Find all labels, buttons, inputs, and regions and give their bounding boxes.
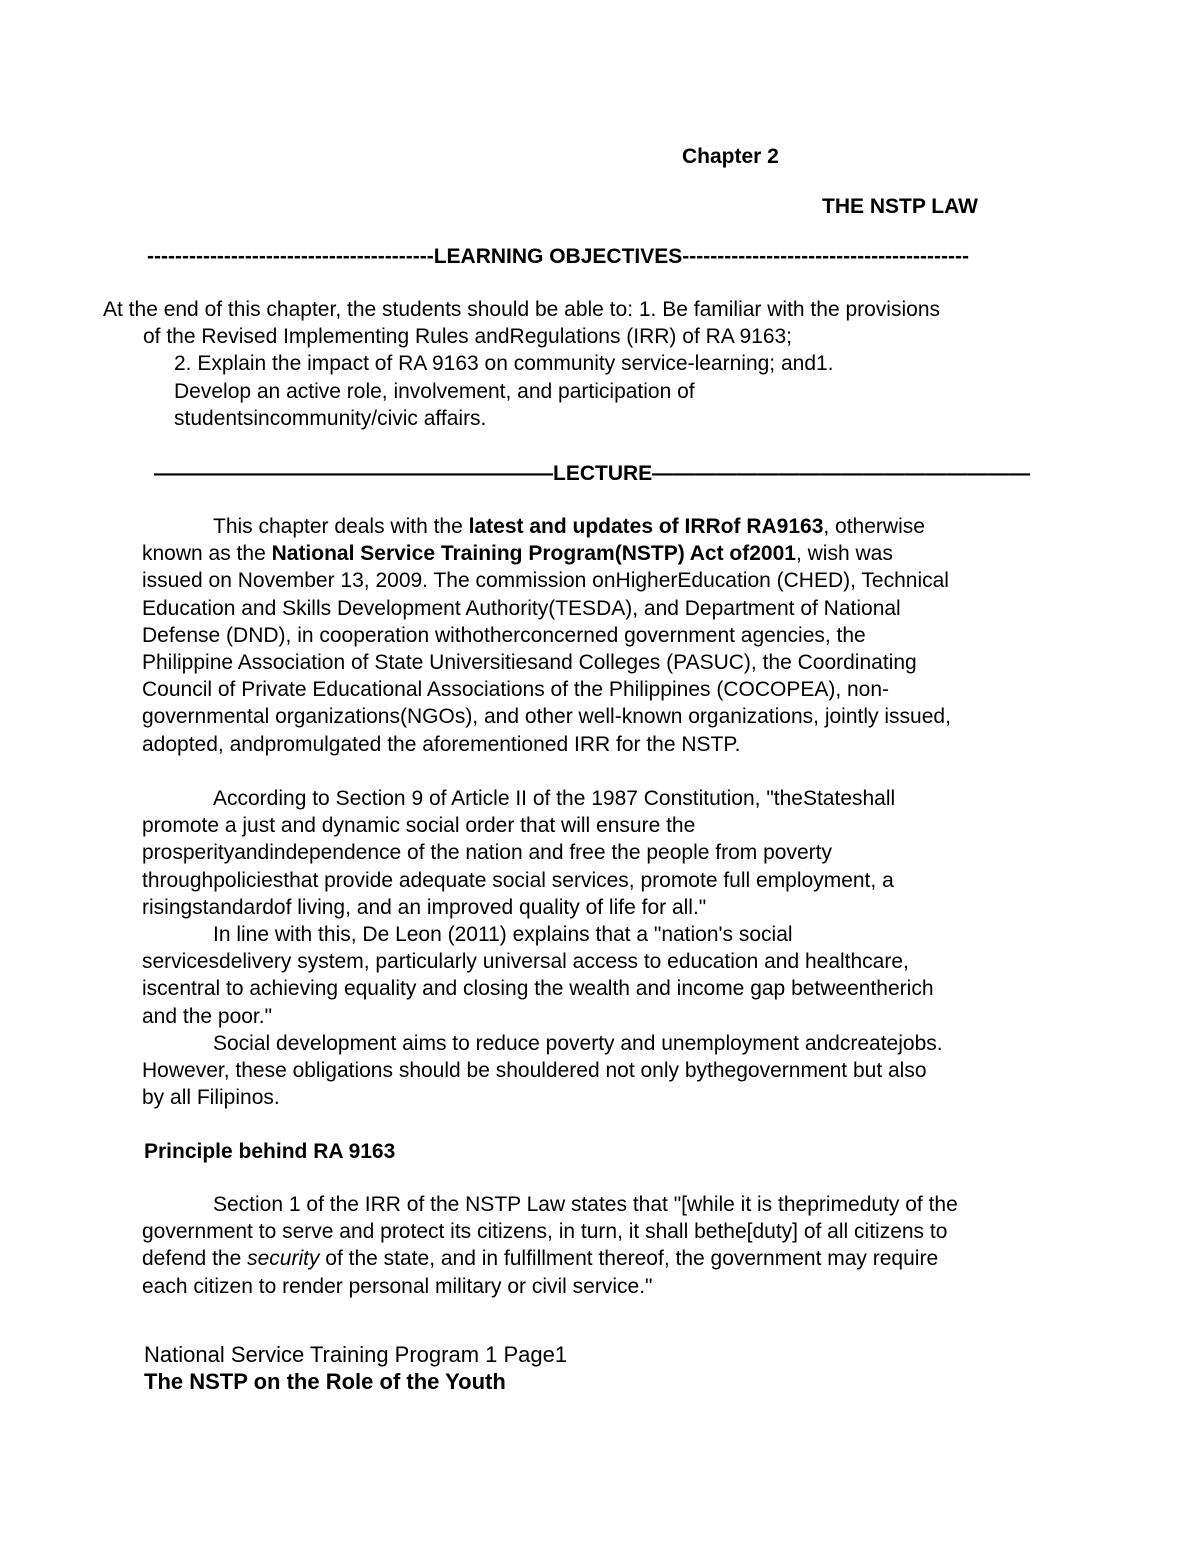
principle-heading: Principle behind RA 9163 [144, 1140, 396, 1163]
paragraph-line: each citizen to render personal military or civil service." [142, 1274, 653, 1298]
text-run: of the state, and in fulfillment thereof, the government may require [319, 1247, 939, 1271]
paragraph-line: Education and Skills Development Authority(TESDA), and Department of National [142, 596, 901, 620]
learning-objectives-text [103, 296, 1063, 432]
paragraph-line: According to Section 9 of Article II of the 1987 Constitution, "theStateshall [213, 787, 896, 810]
lecture-paragraph-1 [142, 513, 1062, 758]
lecture-paragraph-2 [142, 785, 1062, 1111]
paragraph-line: Philippine Association of State Universitiesand Colleges (PASUC), the Coordinating [142, 651, 917, 675]
bold-text-run: latest and updates of IRRof RA9163 [468, 515, 824, 538]
paragraph-line: promote a just and dynamic social order that will ensure the [142, 814, 696, 838]
text-run: , wish was [795, 542, 893, 566]
bold-text-run: National Service Training Program(NSTP) Act of2001 [271, 542, 796, 566]
paragraph-line: risingstandardof living, and an improved quality of life for all." [142, 895, 707, 919]
paragraph-line: Social development aims to reduce poverty and unemployment andcreatejobs. [213, 1031, 943, 1055]
paragraph-line: governmental organizations(NGOs), and other well-known organizations, jointly issued, [142, 705, 951, 729]
text-run: This chapter deals with the [213, 515, 469, 538]
principle-paragraph [142, 1191, 1062, 1300]
paragraph-line: by all Filipinos. [142, 1086, 280, 1110]
objectives-line: of the Revised Implementing Rules andRegulations (IRR) of RA 9163; [143, 325, 793, 349]
paragraph-line [142, 540, 1062, 567]
objectives-line: Develop an active role, involvement, and participation of [174, 379, 695, 403]
paragraph-line [142, 1245, 1062, 1272]
paragraph-line: adopted, andpromulgated the aforementioned IRR for the NSTP. [142, 732, 741, 756]
paragraph-line: iscentral to achieving equality and closing the wealth and income gap betweentherich [142, 977, 934, 1001]
lecture-divider: ———————————————————LECTURE—————————————————— [154, 462, 1031, 485]
paragraph-line: throughpoliciesthat provide adequate social services, promote full employment, a [142, 868, 894, 892]
chapter-label: Chapter 2 [682, 145, 779, 168]
text-run: , otherwise [823, 515, 925, 538]
paragraph-line: However, these obligations should be shouldered not only bythegovernment but also [142, 1059, 927, 1083]
section-heading: The NSTP on the Role of the Youth [144, 1369, 506, 1394]
objectives-line: studentsincommunity/civic affairs. [174, 406, 487, 430]
page-footer: National Service Training Program 1 Page1 [144, 1342, 568, 1367]
paragraph-line: issued on November 13, 2009. The commission onHigherEducation (CHED), Technical [142, 569, 949, 593]
text-run: defend the [142, 1247, 248, 1271]
paragraph-line: government to serve and protect its citizens, in turn, it shall bethe[duty] of all citizens to [142, 1220, 948, 1244]
paragraph-line: servicesdelivery system, particularly universal access to education and healthcare, [142, 950, 909, 974]
objectives-line: At the end of this chapter, the students should be able to: 1. Be familiar with the provisions [103, 298, 940, 321]
objectives-line: 2. Explain the impact of RA 9163 on community service-learning; and1. [174, 352, 834, 376]
paragraph-line [142, 513, 1062, 540]
paragraph-line: prosperityandindependence of the nation and free the people from poverty [142, 841, 832, 865]
paragraph-line: and the poor." [142, 1004, 273, 1028]
italic-text-run: security [247, 1247, 320, 1271]
learning-objectives-divider: -----------------------------------------LEARNING OBJECTIVES----------------------------------------- [147, 245, 969, 268]
paragraph-line: Section 1 of the IRR of the NSTP Law states that "[while it is theprimeduty of the [213, 1193, 958, 1216]
text-run: known as the [142, 542, 272, 566]
paragraph-line: Defense (DND), in cooperation withotherconcerned government agencies, the [142, 623, 866, 647]
paragraph-line: Council of Private Educational Associations of the Philippines (COCOPEA), non- [142, 678, 890, 702]
paragraph-line: In line with this, De Leon (2011) explains that a "nation's social [213, 923, 793, 947]
chapter-title: THE NSTP LAW [822, 195, 978, 218]
